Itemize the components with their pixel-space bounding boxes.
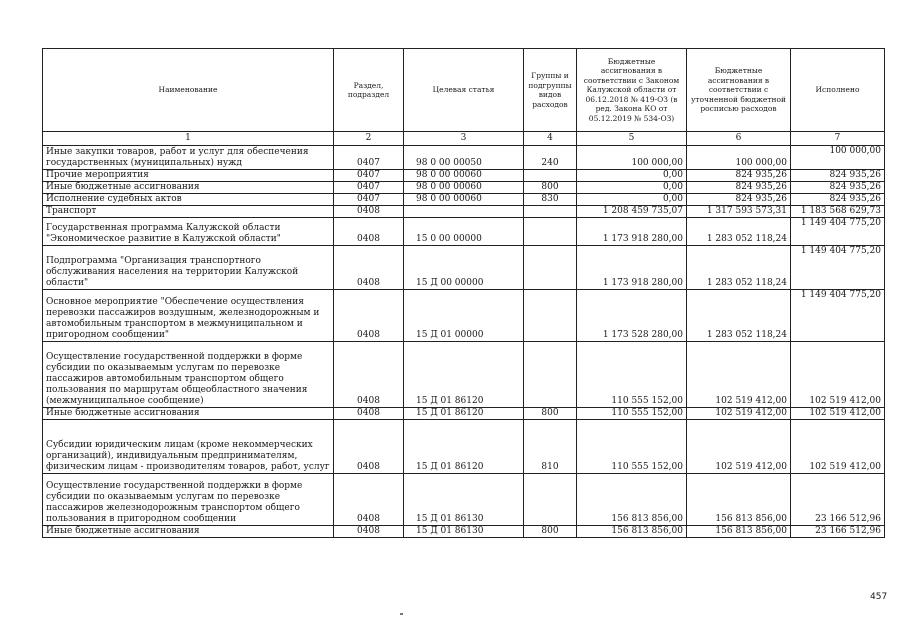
budget-table — [42, 48, 885, 538]
table-row — [43, 290, 885, 342]
row-section: 0408 — [334, 290, 404, 342]
table-row — [43, 246, 885, 290]
row-law-budget: 110 555 152,00 — [577, 408, 687, 420]
header-group: Группы и подгруппы видов расходов — [524, 49, 577, 132]
table-row — [43, 194, 885, 206]
row-executed: 23 166 512,96 — [791, 474, 885, 526]
row-section: 0407 — [334, 194, 404, 206]
row-refined-budget: 156 813 856,00 — [687, 474, 791, 526]
row-name: Иные закупки товаров, работ и услуг для обеспечения государственных (муниципальных) нужд — [43, 146, 334, 170]
row-group — [524, 342, 577, 408]
row-executed: 102 519 412,00 — [791, 408, 885, 420]
row-name: Осуществление государственной поддержки в форме субсидии по оказываемым услугам по перевозке пассажиров железнодорожным транспортом общего пользования в пригородном сообщении — [43, 474, 334, 526]
row-group: 830 — [524, 194, 577, 206]
row-name: Иные бюджетные ассигнования — [43, 408, 334, 420]
row-executed: 824 935,26 — [791, 182, 885, 194]
column-number: 1 — [43, 132, 334, 146]
row-refined-budget: 824 935,26 — [687, 182, 791, 194]
row-refined-budget: 1 317 593 573,31 — [687, 206, 791, 218]
row-section: 0408 — [334, 206, 404, 218]
header-refined-budget: Бюджетные ассигнования в соответствии с уточненной бюджетной росписью расходов — [687, 49, 791, 132]
row-executed: 102 519 412,00 — [791, 420, 885, 474]
row-refined-budget: 824 935,26 — [687, 170, 791, 182]
table-row — [43, 170, 885, 182]
column-number: 3 — [404, 132, 524, 146]
row-target: 98 0 00 00060 — [404, 170, 524, 182]
row-executed: 1 149 404 775,20 — [791, 246, 885, 290]
row-executed: 824 935,26 — [791, 170, 885, 182]
row-law-budget: 156 813 856,00 — [577, 474, 687, 526]
row-section: 0408 — [334, 342, 404, 408]
table-row — [43, 420, 885, 474]
row-refined-budget: 1 283 052 118,24 — [687, 218, 791, 246]
row-group — [524, 246, 577, 290]
row-name: Иные бюджетные ассигнования — [43, 526, 334, 538]
row-target: 15 Д 01 86130 — [404, 526, 524, 538]
table-row — [43, 342, 885, 408]
row-refined-budget: 100 000,00 — [687, 146, 791, 170]
table-row — [43, 218, 885, 246]
row-law-budget: 1 173 918 280,00 — [577, 246, 687, 290]
row-section: 0407 — [334, 146, 404, 170]
row-name: Исполнение судебных актов — [43, 194, 334, 206]
row-name: Подпрограмма "Организация транспортного обслуживания населения на территории Калужской области" — [43, 246, 334, 290]
page-number: 457 — [870, 592, 888, 602]
row-group — [524, 218, 577, 246]
row-group: 240 — [524, 146, 577, 170]
column-number: 6 — [687, 132, 791, 146]
row-law-budget: 1 173 918 280,00 — [577, 218, 687, 246]
row-name: Государственная программа Калужской области "Экономическое развитие в Калужской области" — [43, 218, 334, 246]
row-section: 0408 — [334, 474, 404, 526]
row-section: 0408 — [334, 526, 404, 538]
row-name: Осуществление государственной поддержки в форме субсидии по оказываемым услугам по перевозке пассажиров автомобильным транспортом общего пользования по маршрутам общеобластного значения (межмуниципальное сообщение) — [43, 342, 334, 408]
scan-speck — [400, 613, 403, 615]
row-target: 15 Д 00 00000 — [404, 246, 524, 290]
row-group — [524, 474, 577, 526]
row-name: Прочие мероприятия — [43, 170, 334, 182]
row-law-budget: 0,00 — [577, 182, 687, 194]
row-executed: 1 183 568 629,73 — [791, 206, 885, 218]
row-section: 0408 — [334, 246, 404, 290]
row-refined-budget: 1 283 052 118,24 — [687, 246, 791, 290]
header-section: Раздел, подраздел — [334, 49, 404, 132]
row-law-budget: 156 813 856,00 — [577, 526, 687, 538]
row-executed: 102 519 412,00 — [791, 342, 885, 408]
row-group: 800 — [524, 408, 577, 420]
header-law-budget: Бюджетные ассигнования в соответствии с Законом Калужской области от 06.12.2018 № 419-ОЗ (в ред. Закона КО от 05.12.2019 № 534-ОЗ) — [577, 49, 687, 132]
header-target: Целевая статья — [404, 49, 524, 132]
column-number: 5 — [577, 132, 687, 146]
row-name: Субсидии юридическим лицам (кроме некоммерческих организаций), индивидуальным предпринимателям, физическим лицам - производителям товаров, работ, услуг — [43, 420, 334, 474]
row-target: 15 Д 01 86120 — [404, 408, 524, 420]
column-number: 2 — [334, 132, 404, 146]
row-name: Транспорт — [43, 206, 334, 218]
row-section: 0408 — [334, 420, 404, 474]
row-law-budget: 1 208 459 735,07 — [577, 206, 687, 218]
column-number: 7 — [791, 132, 885, 146]
row-law-budget: 0,00 — [577, 170, 687, 182]
row-target: 15 0 00 00000 — [404, 218, 524, 246]
row-executed: 23 166 512,96 — [791, 526, 885, 538]
row-executed: 100 000,00 — [791, 146, 885, 170]
row-target: 15 Д 01 86130 — [404, 474, 524, 526]
row-group — [524, 206, 577, 218]
row-group — [524, 290, 577, 342]
row-target: 98 0 00 00050 — [404, 146, 524, 170]
header-name: Наименование — [43, 49, 334, 132]
table-row — [43, 206, 885, 218]
row-refined-budget: 824 935,26 — [687, 194, 791, 206]
row-target: 15 Д 01 86120 — [404, 420, 524, 474]
row-refined-budget: 1 283 052 118,24 — [687, 290, 791, 342]
row-section: 0407 — [334, 170, 404, 182]
row-group: 810 — [524, 420, 577, 474]
row-group — [524, 170, 577, 182]
row-executed: 1 149 404 775,20 — [791, 218, 885, 246]
row-target: 98 0 00 00060 — [404, 182, 524, 194]
table-row — [43, 182, 885, 194]
table-row — [43, 146, 885, 170]
column-number: 4 — [524, 132, 577, 146]
row-target — [404, 206, 524, 218]
row-law-budget: 100 000,00 — [577, 146, 687, 170]
row-law-budget: 0,00 — [577, 194, 687, 206]
row-section: 0407 — [334, 182, 404, 194]
row-group: 800 — [524, 526, 577, 538]
row-refined-budget: 102 519 412,00 — [687, 420, 791, 474]
row-executed: 1 149 404 775,20 — [791, 290, 885, 342]
row-executed: 824 935,26 — [791, 194, 885, 206]
header-executed: Исполнено — [791, 49, 885, 132]
row-group: 800 — [524, 182, 577, 194]
table-row — [43, 408, 885, 420]
row-law-budget: 1 173 528 280,00 — [577, 290, 687, 342]
row-section: 0408 — [334, 408, 404, 420]
row-target: 15 Д 01 00000 — [404, 290, 524, 342]
table-row — [43, 526, 885, 538]
table-row — [43, 474, 885, 526]
row-name: Иные бюджетные ассигнования — [43, 182, 334, 194]
row-law-budget: 110 555 152,00 — [577, 342, 687, 408]
row-name: Основное мероприятие "Обеспечение осуществления перевозки пассажиров воздушным, железнодорожным и автомобильным транспортом в межмуниципальном и пригородном сообщении" — [43, 290, 334, 342]
row-refined-budget: 102 519 412,00 — [687, 408, 791, 420]
row-refined-budget: 156 813 856,00 — [687, 526, 791, 538]
row-refined-budget: 102 519 412,00 — [687, 342, 791, 408]
row-target: 98 0 00 00060 — [404, 194, 524, 206]
row-target: 15 Д 01 86120 — [404, 342, 524, 408]
row-section: 0408 — [334, 218, 404, 246]
row-law-budget: 110 555 152,00 — [577, 420, 687, 474]
